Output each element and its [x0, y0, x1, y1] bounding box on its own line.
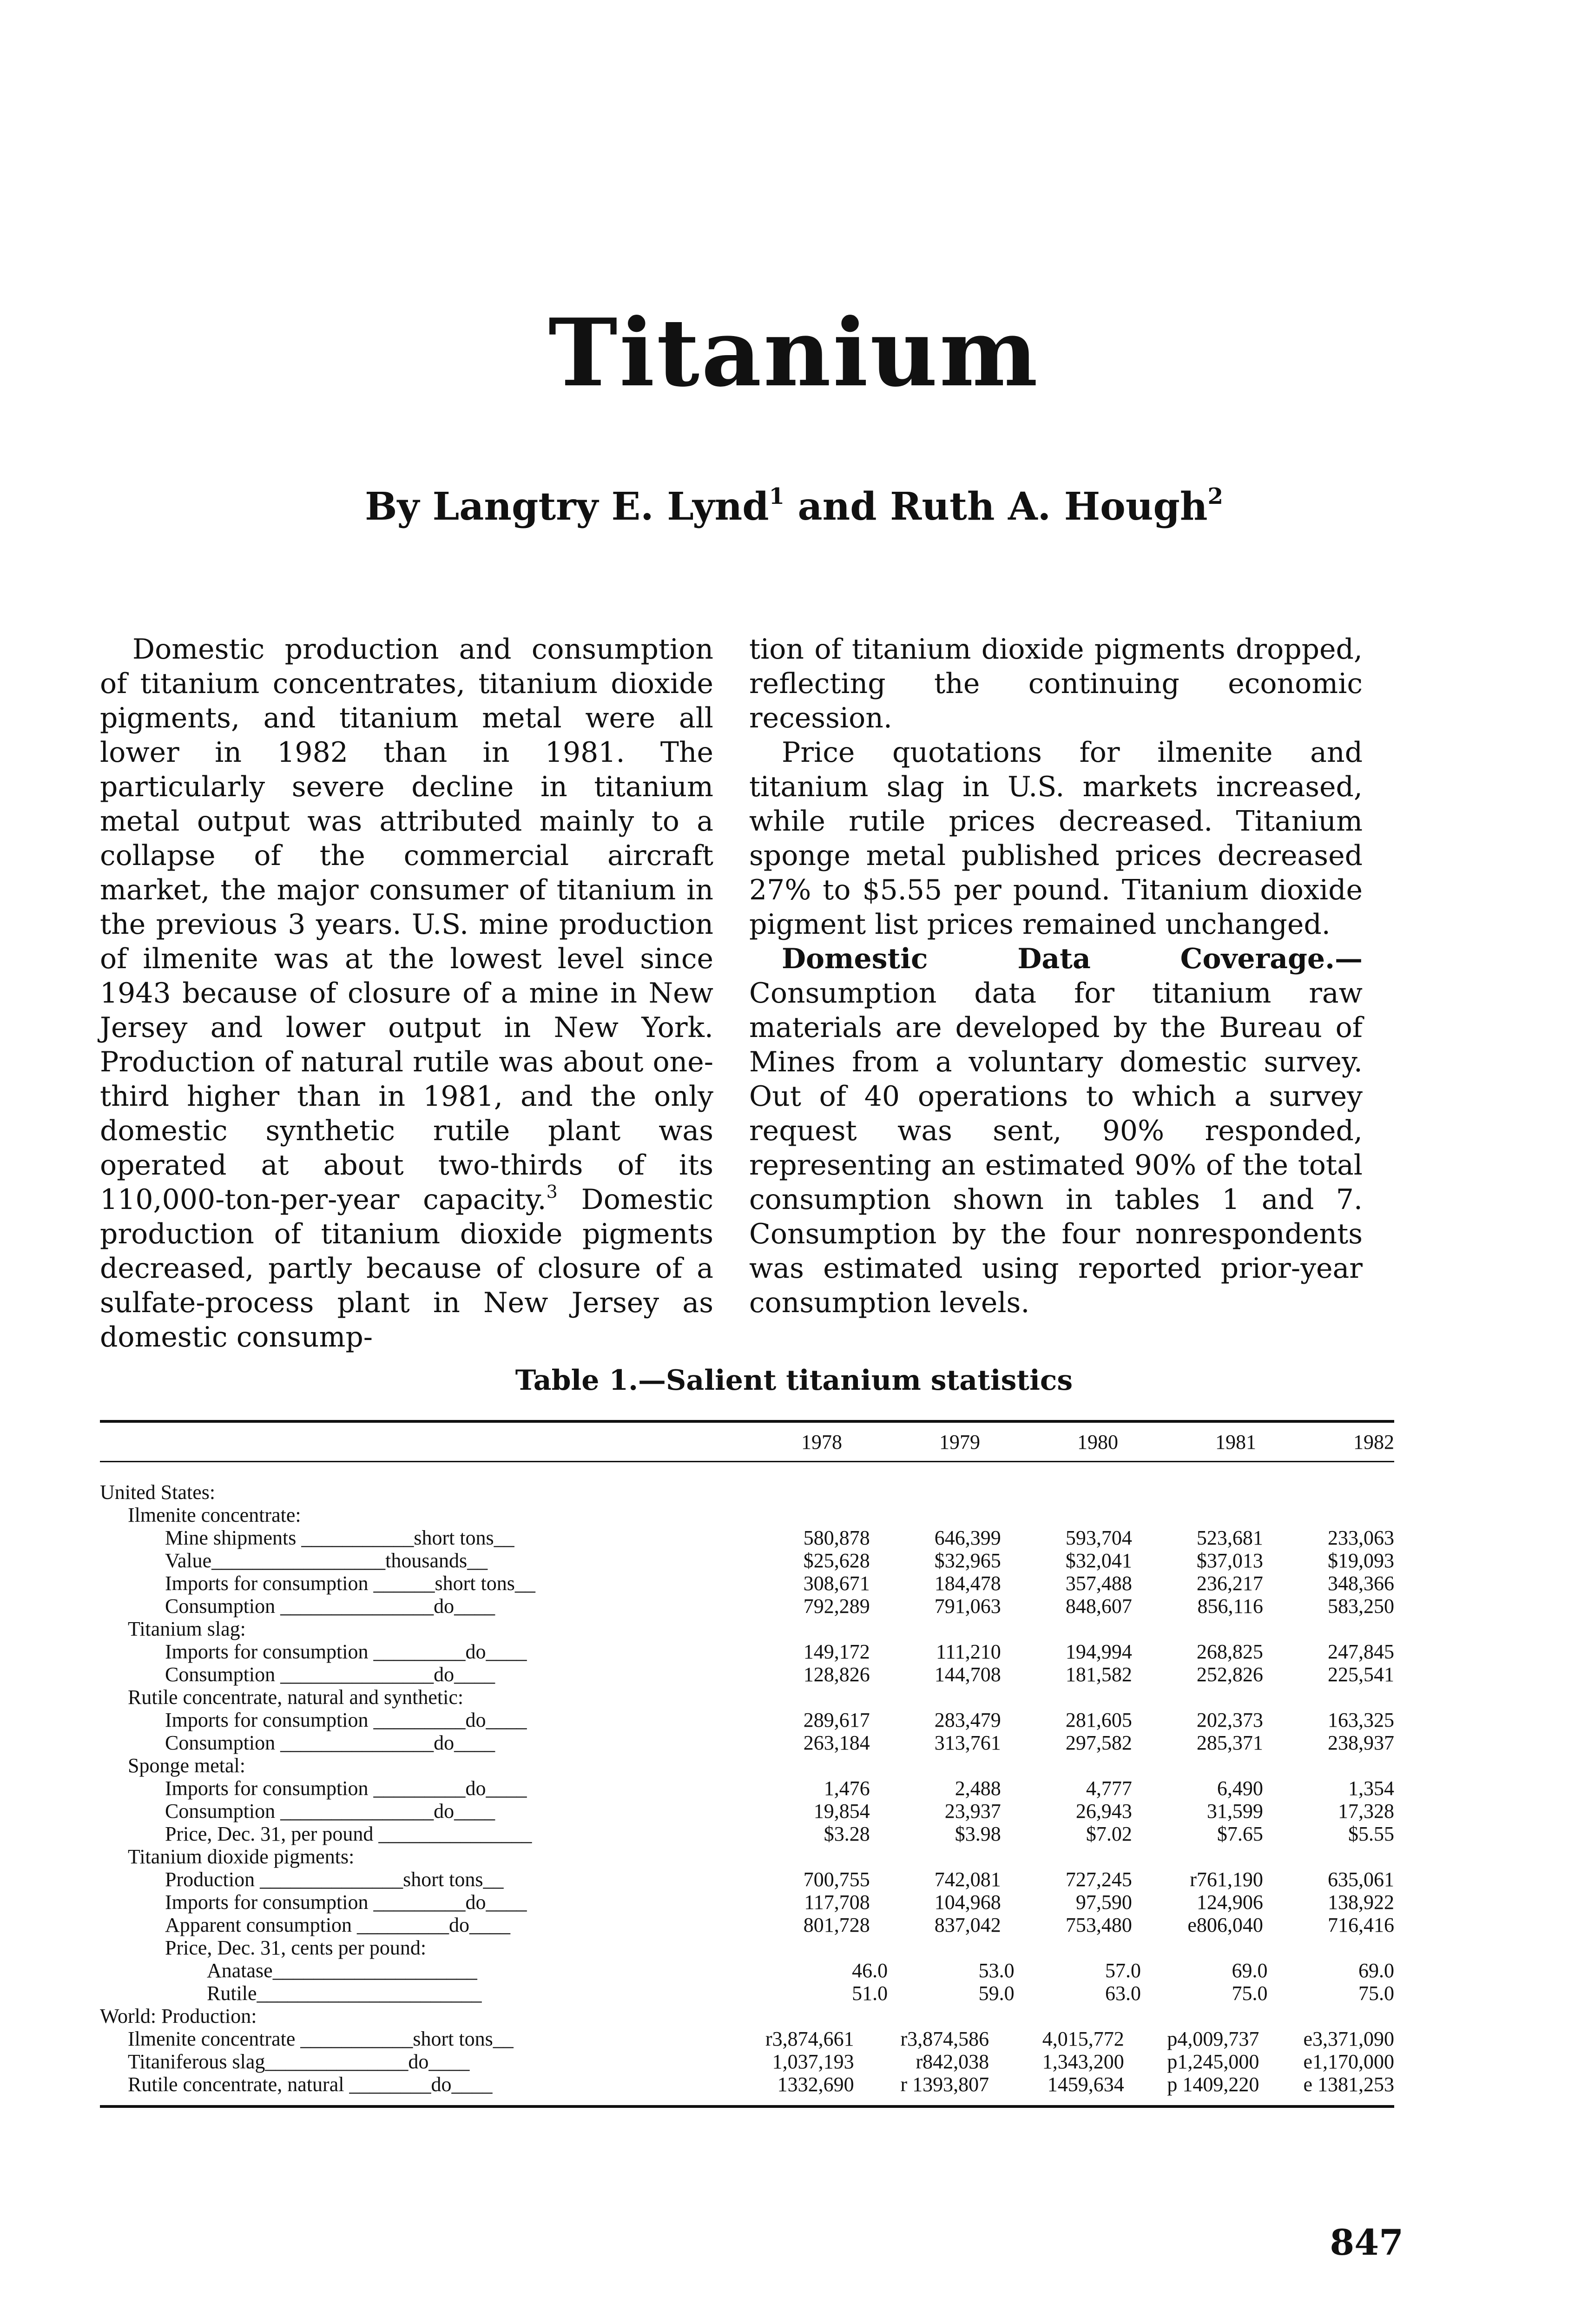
row-label: Value_________________thousands__ — [165, 1549, 488, 1572]
table-cell: 1,476 — [824, 1777, 870, 1800]
table-cell: $3.98 — [955, 1822, 1001, 1845]
table-cell: 75.0 — [1232, 1982, 1268, 2005]
table-row — [100, 1595, 1394, 1618]
table-cell: p 1409,220 — [1167, 2073, 1259, 2096]
table-cell: 202,373 — [1196, 1709, 1263, 1731]
row-label: Imports for consumption _________do____ — [165, 1640, 527, 1663]
table-cell: 297,582 — [1065, 1731, 1132, 1754]
table-cell: 646,399 — [934, 1526, 1001, 1549]
row-label: Production ______________short tons__ — [165, 1868, 504, 1891]
row-label: Ilmenite concentrate ___________short tons__ — [128, 2027, 514, 2050]
row-label: United States: — [100, 1481, 216, 1504]
table-cell: 523,681 — [1196, 1526, 1263, 1549]
table-row — [100, 1663, 1394, 1686]
table-row — [100, 1868, 1394, 1891]
table-cell: $32,041 — [1065, 1549, 1132, 1572]
table-row — [100, 2005, 1394, 2027]
price-paragraph: Price quotations for ilmenite and titanium slag in U.S. markets increased, while rutile prices decreased. Titanium sponge metal published prices decreased 27% to $5.55 per pound. Titanium dioxide pigment list prices remained unchanged. — [749, 736, 1363, 941]
table-cell: 31,599 — [1206, 1800, 1263, 1822]
table-cell: 69.0 — [1358, 1959, 1394, 1982]
table-cell: 19,854 — [813, 1800, 870, 1822]
table-cell: 163,325 — [1327, 1709, 1394, 1731]
table-cell: 252,826 — [1196, 1663, 1263, 1686]
table-row — [100, 1504, 1394, 1526]
table-title: Table 1.—Salient titanium statistics — [515, 1364, 1073, 1397]
table-row — [100, 1731, 1394, 1754]
table-cell: 727,245 — [1065, 1868, 1132, 1891]
year-header: 1980 — [1077, 1430, 1118, 1453]
table-cell: 357,488 — [1065, 1572, 1132, 1595]
table-cell: 1,343,200 — [1042, 2050, 1124, 2073]
table-row — [100, 1549, 1394, 1572]
table-cell: 263,184 — [803, 1731, 870, 1754]
table-row — [100, 1982, 1394, 2005]
author-1: By Langtry E. Lynd — [365, 484, 769, 529]
table-cell: 856,116 — [1197, 1595, 1263, 1618]
table-cell: e1,170,000 — [1303, 2050, 1394, 2073]
table-cell: 308,671 — [803, 1572, 870, 1595]
row-label: Anatase____________________ — [207, 1959, 477, 1982]
table-row — [100, 1914, 1394, 1936]
table-cell: r 1393,807 — [900, 2073, 989, 2096]
table-body — [100, 1462, 1394, 2105]
row-label: Apparent consumption _________do____ — [165, 1914, 511, 1936]
intro-text: Domestic production and consumption of titanium concentrates, titanium dioxide pigments, and titanium metal were all lower in 1982 than in 1981. The particularly severe decline in titanium metal output was attributed mainly to a collapse of the commercial aircraft market, the major consumer of titanium in the previous 3 years. U.S. mine production of ilmenite was at the lowest level since 1943 because of closure of a mine in New Jersey and lower output in New York. Production of natural rutile was about one-third higher than in 1981, and the only domestic synthetic rutile plant was operated at about two-thirds of its 110,000-ton-per-year capacity. — [100, 633, 713, 1216]
table-row — [100, 1822, 1394, 1845]
continued-paragraph: tion of titanium dioxide pigments dropped, reflecting the continuing economic recession. — [749, 633, 1363, 734]
table-cell: 801,728 — [803, 1914, 870, 1936]
table-cell: 716,416 — [1327, 1914, 1394, 1936]
table-cell: e806,040 — [1187, 1914, 1263, 1936]
data-coverage-heading: Domestic Data Coverage.— — [782, 943, 1363, 975]
table-cell: 700,755 — [803, 1868, 870, 1891]
table-cell: 138,922 — [1327, 1891, 1394, 1914]
row-label: Titanium slag: — [128, 1618, 246, 1640]
author-1-footnote-mark: 1 — [769, 483, 784, 509]
data-coverage-text: Consumption data for titanium raw materials are developed by the Bureau of Mines from a voluntary domestic survey. Out of 40 operations to which a survey request was sent, 90% responded, representing an estimated 90% of the total consumption shown in tables 1 and 7. Consumption by the four nonrespondents was estimated using reported prior-year consumption levels. — [749, 977, 1363, 1319]
table-cell: 51.0 — [852, 1982, 888, 2005]
table-row — [100, 2027, 1394, 2050]
table-row — [100, 1777, 1394, 1800]
row-label: Imports for consumption _________do____ — [165, 1777, 527, 1800]
table-cell: 247,845 — [1327, 1640, 1394, 1663]
table-cell: 144,708 — [934, 1663, 1001, 1686]
table-cell: 4,777 — [1086, 1777, 1132, 1800]
table-cell: 181,582 — [1065, 1663, 1132, 1686]
table-row — [100, 1640, 1394, 1663]
table-cell: 268,825 — [1196, 1640, 1263, 1663]
table-cell: 848,607 — [1065, 1595, 1132, 1618]
page-number: 847 — [1330, 2222, 1404, 2263]
table-cell: 17,328 — [1338, 1800, 1394, 1822]
row-label: Imports for consumption _________do____ — [165, 1709, 527, 1731]
table-cell: 69.0 — [1232, 1959, 1268, 1982]
table-cell: 4,015,772 — [1042, 2027, 1124, 2050]
row-label: Titaniferous slag______________do____ — [128, 2050, 470, 2073]
row-label: Price, Dec. 31, per pound _______________ — [165, 1822, 532, 1845]
table-cell: 184,478 — [934, 1572, 1001, 1595]
table-cell: r3,874,586 — [900, 2027, 989, 2050]
table-cell: 285,371 — [1196, 1731, 1263, 1754]
year-header: 1981 — [1215, 1430, 1256, 1453]
table-cell: 104,968 — [934, 1891, 1001, 1914]
table-row — [100, 1959, 1394, 1982]
table-cell: 59.0 — [978, 1982, 1015, 2005]
table-cell: 1,037,193 — [772, 2050, 854, 2073]
row-label: Rutile______________________ — [207, 1982, 482, 2005]
table-cell: 46.0 — [852, 1959, 888, 1982]
table-row — [100, 2073, 1394, 2096]
table-cell: 225,541 — [1327, 1663, 1394, 1686]
table-cell: $3.28 — [824, 1822, 870, 1845]
table-cell: 23,937 — [944, 1800, 1001, 1822]
row-label: Price, Dec. 31, cents per pound: — [165, 1936, 427, 1959]
row-label: Titanium dioxide pigments: — [128, 1845, 355, 1868]
table-cell: 26,943 — [1075, 1800, 1132, 1822]
row-label: Sponge metal: — [128, 1754, 245, 1777]
table-cell: 742,081 — [934, 1868, 1001, 1891]
intro-text-cont: Domestic production of titanium dioxide pigments decreased, partly because of closure of a sulfate-process plant in New Jersey as domestic consump- — [100, 1183, 713, 1353]
year-header: 1982 — [1353, 1430, 1394, 1453]
table-cell: 57.0 — [1105, 1959, 1141, 1982]
row-label: Imports for consumption ______short tons__ — [165, 1572, 535, 1595]
table-row — [100, 1709, 1394, 1731]
table-cell: 593,704 — [1065, 1526, 1132, 1549]
table-cell: 97,590 — [1075, 1891, 1132, 1914]
table-cell: 580,878 — [803, 1526, 870, 1549]
year-header: 1979 — [939, 1430, 980, 1453]
footnote-mark-3: 3 — [546, 1182, 558, 1202]
row-label: Imports for consumption _________do____ — [165, 1891, 527, 1914]
table-row — [100, 1754, 1394, 1777]
intro-paragraph — [100, 632, 713, 1354]
table-cell: 281,605 — [1065, 1709, 1132, 1731]
table-cell: 75.0 — [1358, 1982, 1394, 2005]
table-cell: 753,480 — [1065, 1914, 1132, 1936]
table-cell: 583,250 — [1327, 1595, 1394, 1618]
table-bottom-rule — [100, 2105, 1394, 2108]
table-cell: $19,093 — [1327, 1549, 1394, 1572]
row-label: Consumption _______________do____ — [165, 1731, 495, 1754]
table-cell: e 1381,253 — [1303, 2073, 1394, 2096]
table-cell: e3,371,090 — [1303, 2027, 1394, 2050]
table-cell: 289,617 — [803, 1709, 870, 1731]
table-cell: 63.0 — [1105, 1982, 1141, 2005]
table-row — [100, 1481, 1394, 1504]
row-label: Ilmenite concentrate: — [128, 1504, 301, 1526]
table-cell: 128,826 — [803, 1663, 870, 1686]
table-cell: 233,063 — [1327, 1526, 1394, 1549]
article-title: Titanium — [548, 298, 1040, 408]
table-header-row — [100, 1423, 1394, 1461]
row-label: World: Production: — [100, 2005, 257, 2027]
year-header: 1978 — [801, 1430, 842, 1453]
author-2: and Ruth A. Hough — [784, 484, 1208, 529]
row-label: Mine shipments ___________short tons__ — [165, 1526, 514, 1549]
row-label: Consumption _______________do____ — [165, 1595, 495, 1618]
table-cell: $37,013 — [1196, 1549, 1263, 1572]
table-cell: 194,994 — [1065, 1640, 1132, 1663]
table-cell: 1459,634 — [1047, 2073, 1124, 2096]
table-cell: $32,965 — [934, 1549, 1001, 1572]
table-cell: 6,490 — [1217, 1777, 1263, 1800]
table-cell: 635,061 — [1327, 1868, 1394, 1891]
table-cell: 111,210 — [936, 1640, 1001, 1663]
table-cell: 348,366 — [1327, 1572, 1394, 1595]
table-cell: 1332,690 — [777, 2073, 854, 2096]
left-column — [100, 632, 713, 1354]
table-cell: 1,354 — [1348, 1777, 1394, 1800]
table-cell: 53.0 — [978, 1959, 1015, 1982]
table-cell: r3,874,661 — [765, 2027, 854, 2050]
row-label: Rutile concentrate, natural and synthetic: — [128, 1686, 464, 1709]
table-cell: $5.55 — [1348, 1822, 1394, 1845]
table-cell: $7.02 — [1086, 1822, 1132, 1845]
table-row — [100, 1572, 1394, 1595]
table-cell: 837,042 — [934, 1914, 1001, 1936]
table-cell: 124,906 — [1196, 1891, 1263, 1914]
row-label: Rutile concentrate, natural ________do____ — [128, 2073, 493, 2096]
table-row — [100, 2050, 1394, 2073]
table-cell: r842,038 — [916, 2050, 989, 2073]
author-2-footnote-mark: 2 — [1207, 483, 1223, 509]
table-cell: r761,190 — [1190, 1868, 1263, 1891]
table-row — [100, 1618, 1394, 1640]
right-column — [749, 632, 1363, 1320]
table-cell: 117,708 — [804, 1891, 870, 1914]
table-cell: p1,245,000 — [1167, 2050, 1259, 2073]
table-row — [100, 1845, 1394, 1868]
table-cell: $7.65 — [1217, 1822, 1263, 1845]
table-cell: 149,172 — [803, 1640, 870, 1663]
salient-statistics-table — [100, 1420, 1394, 2108]
table-row — [100, 1686, 1394, 1709]
table-cell: 313,761 — [934, 1731, 1001, 1754]
table-row — [100, 1891, 1394, 1914]
data-coverage-paragraph — [749, 942, 1363, 1320]
row-label: Consumption _______________do____ — [165, 1800, 495, 1822]
table-cell: 236,217 — [1196, 1572, 1263, 1595]
table-cell: 2,488 — [955, 1777, 1001, 1800]
table-cell: 792,289 — [803, 1595, 870, 1618]
table-cell: 238,937 — [1327, 1731, 1394, 1754]
table-cell: $25,628 — [803, 1549, 870, 1572]
table-cell: p4,009,737 — [1167, 2027, 1259, 2050]
table-row — [100, 1800, 1394, 1822]
table-cell: 283,479 — [934, 1709, 1001, 1731]
table-cell: 791,063 — [934, 1595, 1001, 1618]
table-row — [100, 1936, 1394, 1959]
table-row — [100, 1526, 1394, 1549]
row-label: Consumption _______________do____ — [165, 1663, 495, 1686]
author-line — [0, 483, 1588, 529]
